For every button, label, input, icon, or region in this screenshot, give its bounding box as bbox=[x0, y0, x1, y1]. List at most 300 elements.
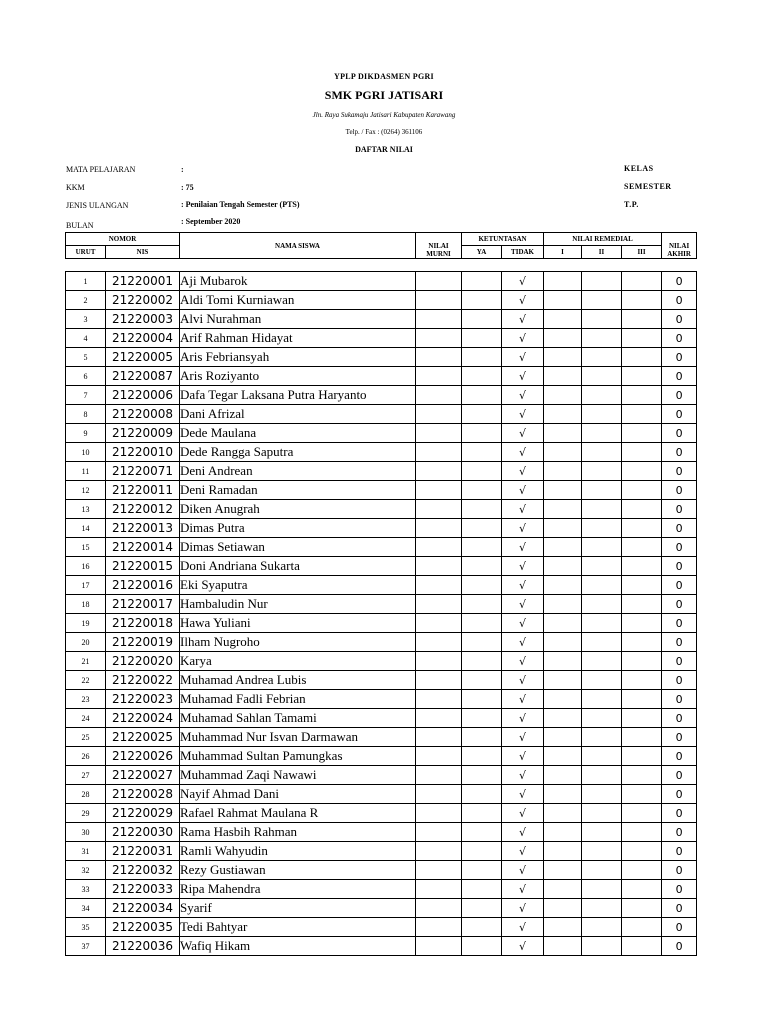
cell-nis: 21220017 bbox=[106, 595, 180, 614]
table-row bbox=[66, 310, 697, 329]
cell-r1 bbox=[544, 709, 582, 728]
cell-r2 bbox=[582, 329, 622, 348]
cell-ya bbox=[462, 671, 502, 690]
cell-r3 bbox=[622, 633, 662, 652]
cell-ya bbox=[462, 709, 502, 728]
cell-tidak: √ bbox=[502, 823, 544, 842]
cell-r2 bbox=[582, 595, 622, 614]
table-row bbox=[66, 557, 697, 576]
cell-akhir: 0 bbox=[662, 880, 697, 899]
table-row bbox=[66, 272, 697, 291]
cell-murni bbox=[416, 804, 462, 823]
cell-murni bbox=[416, 462, 462, 481]
cell-r1 bbox=[544, 785, 582, 804]
cell-akhir: 0 bbox=[662, 386, 697, 405]
cell-r3 bbox=[622, 785, 662, 804]
cell-ya bbox=[462, 405, 502, 424]
cell-nis: 21220032 bbox=[106, 861, 180, 880]
cell-tidak: √ bbox=[502, 880, 544, 899]
cell-nis: 21220026 bbox=[106, 747, 180, 766]
cell-r2 bbox=[582, 538, 622, 557]
cell-urut: 15 bbox=[66, 538, 106, 557]
kkm-value: : 75 bbox=[181, 183, 194, 192]
cell-urut: 31 bbox=[66, 842, 106, 861]
table-row bbox=[66, 386, 697, 405]
table-row bbox=[66, 899, 697, 918]
cell-nis: 21220036 bbox=[106, 937, 180, 956]
header-ketuntasan: KETUNTASAN bbox=[462, 233, 544, 246]
cell-r3 bbox=[622, 899, 662, 918]
cell-akhir: 0 bbox=[662, 671, 697, 690]
cell-tidak: √ bbox=[502, 785, 544, 804]
header-remedial-2: II bbox=[582, 246, 622, 259]
table-row bbox=[66, 595, 697, 614]
cell-tidak: √ bbox=[502, 804, 544, 823]
cell-ya bbox=[462, 633, 502, 652]
cell-r3 bbox=[622, 918, 662, 937]
cell-akhir: 0 bbox=[662, 690, 697, 709]
cell-r2 bbox=[582, 747, 622, 766]
cell-akhir: 0 bbox=[662, 595, 697, 614]
cell-nama: Nayif Ahmad Dani bbox=[180, 785, 416, 804]
cell-r1 bbox=[544, 557, 582, 576]
cell-murni bbox=[416, 861, 462, 880]
cell-nis: 21220027 bbox=[106, 766, 180, 785]
cell-urut: 27 bbox=[66, 766, 106, 785]
cell-urut: 20 bbox=[66, 633, 106, 652]
cell-ya bbox=[462, 747, 502, 766]
cell-nama: Muhamad Sahlan Tamami bbox=[180, 709, 416, 728]
cell-nis: 21220020 bbox=[106, 652, 180, 671]
cell-r1 bbox=[544, 538, 582, 557]
cell-urut: 8 bbox=[66, 405, 106, 424]
cell-r1 bbox=[544, 690, 582, 709]
cell-nis: 21220071 bbox=[106, 462, 180, 481]
cell-nama: Rafael Rahmat Maulana R bbox=[180, 804, 416, 823]
cell-tidak: √ bbox=[502, 671, 544, 690]
cell-nama: Karya bbox=[180, 652, 416, 671]
table-row bbox=[66, 937, 697, 956]
cell-ya bbox=[462, 823, 502, 842]
cell-r2 bbox=[582, 652, 622, 671]
cell-r1 bbox=[544, 576, 582, 595]
cell-r1 bbox=[544, 614, 582, 633]
cell-nis: 21220014 bbox=[106, 538, 180, 557]
cell-ya bbox=[462, 918, 502, 937]
table-row bbox=[66, 329, 697, 348]
cell-nama: Muhammad Zaqi Nawawi bbox=[180, 766, 416, 785]
cell-nama: Rama Hasbih Rahman bbox=[180, 823, 416, 842]
cell-murni bbox=[416, 348, 462, 367]
header-nilai-akhir bbox=[662, 233, 697, 259]
cell-ya bbox=[462, 557, 502, 576]
cell-r1 bbox=[544, 633, 582, 652]
cell-nis: 21220015 bbox=[106, 557, 180, 576]
cell-tidak: √ bbox=[502, 690, 544, 709]
cell-tidak: √ bbox=[502, 405, 544, 424]
cell-r1 bbox=[544, 842, 582, 861]
cell-r3 bbox=[622, 709, 662, 728]
cell-r1 bbox=[544, 652, 582, 671]
cell-murni bbox=[416, 424, 462, 443]
school-name: SMK PGRI JATISARI bbox=[324, 88, 444, 102]
cell-murni bbox=[416, 880, 462, 899]
cell-murni bbox=[416, 652, 462, 671]
cell-r2 bbox=[582, 861, 622, 880]
header-nilai-murni-line1: NILAI bbox=[428, 242, 449, 250]
cell-r1 bbox=[544, 329, 582, 348]
cell-r1 bbox=[544, 804, 582, 823]
cell-akhir: 0 bbox=[662, 557, 697, 576]
cell-r2 bbox=[582, 614, 622, 633]
tp-label: T.P. bbox=[624, 200, 639, 209]
table-row bbox=[66, 405, 697, 424]
cell-r2 bbox=[582, 386, 622, 405]
cell-r2 bbox=[582, 842, 622, 861]
page-title: DAFTAR NILAI bbox=[355, 145, 413, 154]
cell-urut: 18 bbox=[66, 595, 106, 614]
cell-tidak: √ bbox=[502, 576, 544, 595]
cell-urut: 12 bbox=[66, 481, 106, 500]
cell-r2 bbox=[582, 462, 622, 481]
semester-label: SEMESTER bbox=[624, 182, 672, 191]
cell-ya bbox=[462, 576, 502, 595]
cell-murni bbox=[416, 367, 462, 386]
cell-ya bbox=[462, 880, 502, 899]
cell-akhir: 0 bbox=[662, 823, 697, 842]
cell-ya bbox=[462, 595, 502, 614]
cell-ya bbox=[462, 538, 502, 557]
cell-r2 bbox=[582, 918, 622, 937]
mata-pelajaran-value: : bbox=[181, 165, 184, 174]
cell-ya bbox=[462, 386, 502, 405]
cell-murni bbox=[416, 899, 462, 918]
cell-r2 bbox=[582, 405, 622, 424]
cell-murni bbox=[416, 443, 462, 462]
cell-r1 bbox=[544, 747, 582, 766]
cell-r1 bbox=[544, 310, 582, 329]
cell-ya bbox=[462, 766, 502, 785]
cell-r3 bbox=[622, 652, 662, 671]
cell-ya bbox=[462, 310, 502, 329]
cell-ya bbox=[462, 367, 502, 386]
cell-nis: 21220024 bbox=[106, 709, 180, 728]
cell-r2 bbox=[582, 880, 622, 899]
cell-murni bbox=[416, 785, 462, 804]
cell-r2 bbox=[582, 728, 622, 747]
cell-r3 bbox=[622, 595, 662, 614]
cell-tidak: √ bbox=[502, 538, 544, 557]
cell-urut: 24 bbox=[66, 709, 106, 728]
cell-r3 bbox=[622, 348, 662, 367]
cell-tidak: √ bbox=[502, 272, 544, 291]
cell-r1 bbox=[544, 291, 582, 310]
cell-nama: Ramli Wahyudin bbox=[180, 842, 416, 861]
table-row bbox=[66, 538, 697, 557]
table-row bbox=[66, 785, 697, 804]
cell-nis: 21220034 bbox=[106, 899, 180, 918]
cell-murni bbox=[416, 671, 462, 690]
cell-urut: 14 bbox=[66, 519, 106, 538]
cell-r2 bbox=[582, 709, 622, 728]
table-row bbox=[66, 842, 697, 861]
cell-tidak: √ bbox=[502, 614, 544, 633]
cell-ya bbox=[462, 728, 502, 747]
cell-nis: 21220001 bbox=[106, 272, 180, 291]
cell-r2 bbox=[582, 519, 622, 538]
cell-ya bbox=[462, 899, 502, 918]
cell-r2 bbox=[582, 804, 622, 823]
cell-akhir: 0 bbox=[662, 272, 697, 291]
table-row bbox=[66, 747, 697, 766]
cell-urut: 22 bbox=[66, 671, 106, 690]
table-row bbox=[66, 671, 697, 690]
cell-urut: 13 bbox=[66, 500, 106, 519]
cell-ya bbox=[462, 462, 502, 481]
organization-name: YPLP DIKDASMEN PGRI bbox=[334, 72, 434, 81]
table-row bbox=[66, 709, 697, 728]
cell-akhir: 0 bbox=[662, 652, 697, 671]
cell-murni bbox=[416, 766, 462, 785]
header-nilai-murni-line2: MURNI bbox=[426, 250, 451, 258]
cell-nis: 21220023 bbox=[106, 690, 180, 709]
cell-tidak: √ bbox=[502, 367, 544, 386]
cell-r1 bbox=[544, 367, 582, 386]
cell-tidak: √ bbox=[502, 899, 544, 918]
cell-nama: Aldi Tomi Kurniawan bbox=[180, 291, 416, 310]
cell-tidak: √ bbox=[502, 500, 544, 519]
cell-murni bbox=[416, 310, 462, 329]
cell-ya bbox=[462, 614, 502, 633]
cell-akhir: 0 bbox=[662, 804, 697, 823]
table-row bbox=[66, 481, 697, 500]
cell-nama: Muhammad Nur Isvan Darmawan bbox=[180, 728, 416, 747]
cell-murni bbox=[416, 386, 462, 405]
cell-nis: 21220006 bbox=[106, 386, 180, 405]
cell-r1 bbox=[544, 405, 582, 424]
cell-murni bbox=[416, 481, 462, 500]
cell-nama: Deni Ramadan bbox=[180, 481, 416, 500]
cell-r1 bbox=[544, 443, 582, 462]
cell-tidak: √ bbox=[502, 842, 544, 861]
cell-tidak: √ bbox=[502, 937, 544, 956]
cell-urut: 1 bbox=[66, 272, 106, 291]
cell-urut: 34 bbox=[66, 899, 106, 918]
cell-nama: Dimas Putra bbox=[180, 519, 416, 538]
cell-murni bbox=[416, 918, 462, 937]
cell-urut: 11 bbox=[66, 462, 106, 481]
cell-ya bbox=[462, 785, 502, 804]
table-row bbox=[66, 690, 697, 709]
cell-murni bbox=[416, 633, 462, 652]
cell-r2 bbox=[582, 671, 622, 690]
header-nomor: NOMOR bbox=[66, 233, 180, 246]
cell-nis: 21220011 bbox=[106, 481, 180, 500]
cell-akhir: 0 bbox=[662, 462, 697, 481]
cell-nis: 21220016 bbox=[106, 576, 180, 595]
cell-r3 bbox=[622, 804, 662, 823]
cell-urut: 9 bbox=[66, 424, 106, 443]
cell-murni bbox=[416, 272, 462, 291]
table-row bbox=[66, 614, 697, 633]
cell-nama: Muhammad Sultan Pamungkas bbox=[180, 747, 416, 766]
cell-nama: Alvi Nurahman bbox=[180, 310, 416, 329]
table-row bbox=[66, 500, 697, 519]
cell-r2 bbox=[582, 785, 622, 804]
jenis-ulangan-value: : Penilaian Tengah Semester (PTS) bbox=[181, 200, 300, 209]
cell-r3 bbox=[622, 557, 662, 576]
cell-urut: 5 bbox=[66, 348, 106, 367]
cell-r2 bbox=[582, 291, 622, 310]
cell-r2 bbox=[582, 424, 622, 443]
cell-urut: 2 bbox=[66, 291, 106, 310]
cell-murni bbox=[416, 690, 462, 709]
cell-urut: 37 bbox=[66, 937, 106, 956]
cell-r1 bbox=[544, 500, 582, 519]
table-row bbox=[66, 861, 697, 880]
cell-akhir: 0 bbox=[662, 899, 697, 918]
cell-r3 bbox=[622, 538, 662, 557]
cell-akhir: 0 bbox=[662, 310, 697, 329]
table-row bbox=[66, 652, 697, 671]
cell-urut: 4 bbox=[66, 329, 106, 348]
jenis-ulangan-label: JENIS ULANGAN bbox=[66, 201, 129, 210]
bulan-value: : September 2020 bbox=[181, 217, 241, 226]
cell-r2 bbox=[582, 899, 622, 918]
cell-ya bbox=[462, 443, 502, 462]
cell-ya bbox=[462, 291, 502, 310]
kelas-label: KELAS bbox=[624, 164, 654, 173]
cell-r1 bbox=[544, 595, 582, 614]
cell-nama: Eki Syaputra bbox=[180, 576, 416, 595]
cell-r2 bbox=[582, 272, 622, 291]
cell-r1 bbox=[544, 918, 582, 937]
cell-nis: 21220008 bbox=[106, 405, 180, 424]
cell-nis: 21220031 bbox=[106, 842, 180, 861]
cell-r1 bbox=[544, 424, 582, 443]
cell-murni bbox=[416, 576, 462, 595]
cell-tidak: √ bbox=[502, 291, 544, 310]
cell-nama: Aji Mubarok bbox=[180, 272, 416, 291]
cell-r3 bbox=[622, 329, 662, 348]
cell-tidak: √ bbox=[502, 519, 544, 538]
cell-tidak: √ bbox=[502, 652, 544, 671]
cell-murni bbox=[416, 329, 462, 348]
cell-nama: Doni Andriana Sukarta bbox=[180, 557, 416, 576]
cell-akhir: 0 bbox=[662, 443, 697, 462]
cell-murni bbox=[416, 747, 462, 766]
cell-nis: 21220019 bbox=[106, 633, 180, 652]
cell-r2 bbox=[582, 500, 622, 519]
cell-urut: 26 bbox=[66, 747, 106, 766]
cell-akhir: 0 bbox=[662, 937, 697, 956]
cell-nama: Arif Rahman Hidayat bbox=[180, 329, 416, 348]
cell-r2 bbox=[582, 823, 622, 842]
cell-r2 bbox=[582, 690, 622, 709]
cell-r3 bbox=[622, 937, 662, 956]
cell-tidak: √ bbox=[502, 861, 544, 880]
cell-nis: 21220035 bbox=[106, 918, 180, 937]
cell-r2 bbox=[582, 766, 622, 785]
grades-table bbox=[65, 232, 697, 956]
cell-murni bbox=[416, 500, 462, 519]
cell-r3 bbox=[622, 766, 662, 785]
cell-urut: 29 bbox=[66, 804, 106, 823]
cell-r1 bbox=[544, 823, 582, 842]
cell-nis: 21220005 bbox=[106, 348, 180, 367]
cell-nis: 21220018 bbox=[106, 614, 180, 633]
cell-ya bbox=[462, 481, 502, 500]
header-nilai-akhir-line2: AKHIR bbox=[667, 250, 691, 258]
cell-tidak: √ bbox=[502, 329, 544, 348]
table-row bbox=[66, 519, 697, 538]
cell-nama: Tedi Bahtyar bbox=[180, 918, 416, 937]
cell-nama: Dede Maulana bbox=[180, 424, 416, 443]
cell-r1 bbox=[544, 861, 582, 880]
cell-akhir: 0 bbox=[662, 424, 697, 443]
cell-urut: 17 bbox=[66, 576, 106, 595]
cell-r3 bbox=[622, 272, 662, 291]
header-ya: YA bbox=[462, 246, 502, 259]
header-nis: NIS bbox=[106, 246, 180, 259]
cell-murni bbox=[416, 557, 462, 576]
cell-ya bbox=[462, 937, 502, 956]
cell-akhir: 0 bbox=[662, 709, 697, 728]
cell-r1 bbox=[544, 880, 582, 899]
header-nilai-remedial: NILAI REMEDIAL bbox=[544, 233, 662, 246]
cell-nama: Ripa Mahendra bbox=[180, 880, 416, 899]
cell-r3 bbox=[622, 443, 662, 462]
cell-r2 bbox=[582, 557, 622, 576]
table-row bbox=[66, 291, 697, 310]
cell-murni bbox=[416, 538, 462, 557]
cell-akhir: 0 bbox=[662, 538, 697, 557]
cell-urut: 33 bbox=[66, 880, 106, 899]
cell-nis: 21220033 bbox=[106, 880, 180, 899]
cell-nama: Dede Rangga Saputra bbox=[180, 443, 416, 462]
header-nilai-akhir-line1: NILAI bbox=[668, 242, 690, 250]
cell-r1 bbox=[544, 481, 582, 500]
cell-tidak: √ bbox=[502, 386, 544, 405]
cell-r3 bbox=[622, 842, 662, 861]
cell-urut: 16 bbox=[66, 557, 106, 576]
header-tidak: TIDAK bbox=[502, 246, 544, 259]
cell-tidak: √ bbox=[502, 709, 544, 728]
cell-ya bbox=[462, 348, 502, 367]
cell-ya bbox=[462, 329, 502, 348]
cell-r3 bbox=[622, 519, 662, 538]
cell-r2 bbox=[582, 310, 622, 329]
cell-tidak: √ bbox=[502, 728, 544, 747]
cell-ya bbox=[462, 842, 502, 861]
table-row bbox=[66, 424, 697, 443]
cell-tidak: √ bbox=[502, 633, 544, 652]
cell-nis: 21220004 bbox=[106, 329, 180, 348]
cell-urut: 6 bbox=[66, 367, 106, 386]
cell-r1 bbox=[544, 386, 582, 405]
cell-akhir: 0 bbox=[662, 348, 697, 367]
cell-tidak: √ bbox=[502, 747, 544, 766]
cell-nama: Muhamad Fadli Febrian bbox=[180, 690, 416, 709]
cell-nama: Dimas Setiawan bbox=[180, 538, 416, 557]
cell-r1 bbox=[544, 348, 582, 367]
cell-nis: 21220030 bbox=[106, 823, 180, 842]
cell-urut: 19 bbox=[66, 614, 106, 633]
cell-akhir: 0 bbox=[662, 291, 697, 310]
cell-r2 bbox=[582, 633, 622, 652]
cell-ya bbox=[462, 861, 502, 880]
cell-urut: 32 bbox=[66, 861, 106, 880]
